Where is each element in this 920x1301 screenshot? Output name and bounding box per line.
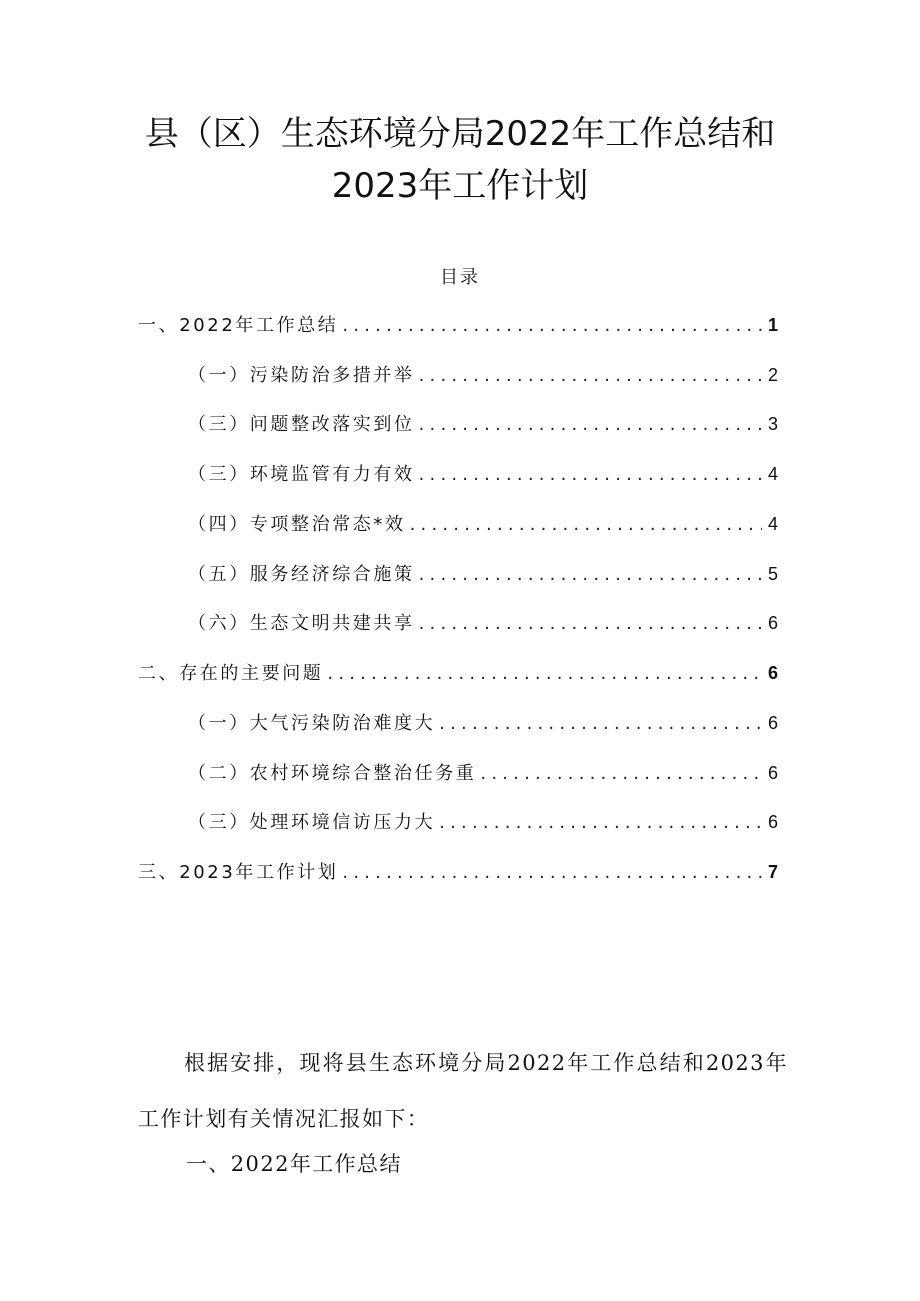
toc-entry-label: （一）大气污染防治难度大 xyxy=(188,713,436,734)
toc-entry-page: 1 xyxy=(767,315,778,335)
toc-entry-label: （四）专项整治常态*效 xyxy=(188,514,406,535)
toc-dot-leader xyxy=(327,663,762,684)
toc-entry[interactable] xyxy=(188,808,778,838)
toc-entry[interactable] xyxy=(138,659,778,689)
toc-entry-page: 6 xyxy=(767,613,778,633)
toc-entry[interactable] xyxy=(188,560,778,590)
toc-dot-leader xyxy=(419,464,762,485)
toc-dot-leader xyxy=(419,613,762,634)
toc-entry[interactable] xyxy=(188,609,778,639)
toc-entry[interactable] xyxy=(188,709,778,739)
toc-entry-page: 6 xyxy=(767,713,778,733)
toc-entry[interactable] xyxy=(188,460,778,490)
toc-entry[interactable] xyxy=(188,361,778,391)
toc-entry-page: 5 xyxy=(767,564,778,584)
toc-entry-page: 2 xyxy=(767,365,778,385)
toc-entry-label: （二）农村环境综合整治任务重 xyxy=(188,763,477,784)
toc-entry-label: 三、2023年工作计划 xyxy=(138,862,339,883)
toc-entry-label: （三）问题整改落实到位 xyxy=(188,414,415,435)
toc-entry-page: 7 xyxy=(767,862,778,882)
toc-entry[interactable] xyxy=(188,510,778,540)
toc-heading: 目录 xyxy=(440,267,480,288)
toc-dot-leader xyxy=(419,414,762,435)
toc-entry-label: （三）环境监管有力有效 xyxy=(188,464,415,485)
toc-dot-leader xyxy=(342,315,762,336)
toc-entry-page: 6 xyxy=(767,763,778,783)
toc-entry-label: （一）污染防治多措并举 xyxy=(188,365,415,386)
toc-dot-leader xyxy=(439,812,762,833)
toc-entry-page: 3 xyxy=(767,414,778,434)
toc-entry-label: 二、存在的主要问题 xyxy=(138,663,324,684)
toc-entry-page: 6 xyxy=(767,812,778,832)
toc-dot-leader xyxy=(439,713,762,734)
toc-dot-leader xyxy=(419,365,762,386)
toc-entry-label: （六）生态文明共建共享 xyxy=(188,613,415,634)
toc-dot-leader xyxy=(480,763,762,784)
section-heading: 一、2022年工作总结 xyxy=(186,1152,402,1176)
document-title-line-2: 2023年工作计划 xyxy=(331,166,589,206)
toc-entry-page: 6 xyxy=(767,663,778,683)
toc-entry-page: 4 xyxy=(767,464,778,484)
toc-entry-page: 4 xyxy=(767,514,778,534)
toc-entry[interactable] xyxy=(138,858,778,888)
toc-dot-leader xyxy=(419,564,762,585)
toc-dot-leader xyxy=(342,862,762,883)
toc-entry-label: 一、2022年工作总结 xyxy=(138,315,339,336)
toc-dot-leader xyxy=(410,514,762,535)
toc-entry-label: （五）服务经济综合施策 xyxy=(188,564,415,585)
document-title-line-1: 县（区）生态环境分局2022年工作总结和 xyxy=(144,114,776,154)
toc-entry[interactable] xyxy=(188,759,778,789)
toc-entry[interactable] xyxy=(188,410,778,440)
intro-paragraph: 根据安排，现将县生态环境分局2022年工作总结和2023年工作计划有关情况汇报如下： xyxy=(138,1051,788,1131)
toc-entry[interactable] xyxy=(138,311,778,341)
toc-entry-label: （三）处理环境信访压力大 xyxy=(188,812,436,833)
